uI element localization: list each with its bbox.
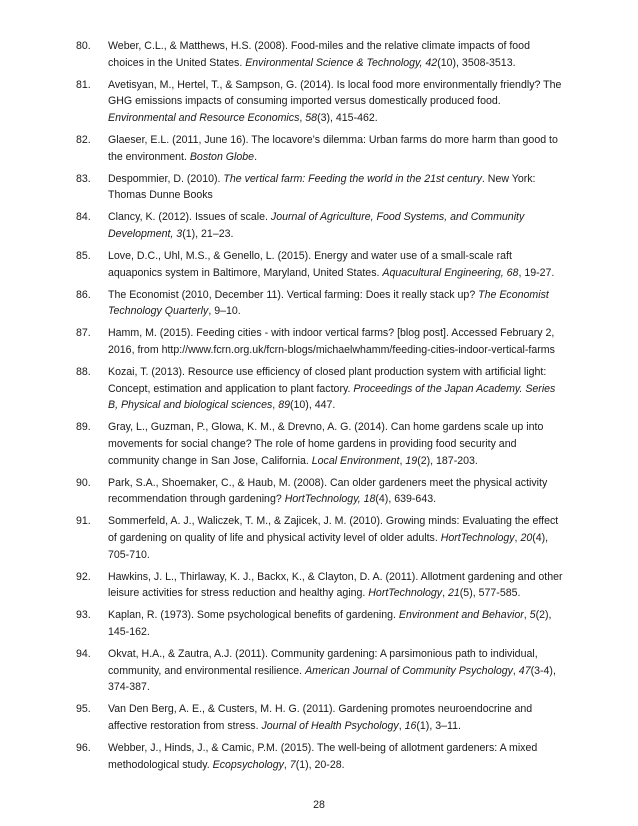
reference-text [108,569,563,602]
reference-item [76,287,563,320]
reference-segment: Sommerfeld, A. J., Waliczek, T. M., & Zajicek, J. M. (2010). Growing minds: Evaluating the effect of gardening on quality of life and physical activity level of older adults. [108,515,559,544]
reference-number: 83. [76,172,91,185]
reference-item [76,171,563,204]
reference-item [76,132,563,165]
reference-number: 80. [76,40,91,52]
reference-text [108,364,563,414]
reference-segment: Despommier, D. (2010). [108,172,224,185]
reference-item [76,475,563,508]
reference-segment: , [514,531,521,544]
reference-text [108,132,563,165]
reference-item [76,248,563,281]
reference-text [108,209,563,242]
reference-text [108,475,563,508]
reference-text [108,287,563,320]
reference-segment: Weber, C.L., & Matthews, H.S. (2008). Food-miles and the relative climate impacts of food choices in the United States. [108,40,530,69]
reference-segment: (4), 639-643. [375,493,437,506]
reference-italic-segment: Environment and Behavior [398,609,524,622]
reference-italic-segment: 89 [278,399,290,412]
reference-italic-segment: Aquacultural Engineering, 68 [382,266,519,279]
reference-italic-segment: Environmental Science & Technology, 42 [245,56,438,69]
reference-italic-segment: 5 [529,609,536,622]
reference-segment: (1), 20-28. [295,758,345,771]
reference-segment: , [442,587,448,600]
reference-segment: (2), 145-162. [108,609,552,638]
reference-segment: . New York: Thomas Dunne Books [108,172,536,202]
reference-segment: , [399,454,406,467]
reference-italic-segment: HortTechnology, 18 [284,493,376,506]
reference-text [108,607,563,640]
reference-segment: , [299,111,306,124]
reference-segment: Park, S.A., Shoemaker, C., & Haub, M. (2008). Can older gardeners meet the physical activity recommendation through gardening? [108,476,548,506]
reference-italic-segment: American Journal of Community Psychology [305,664,513,677]
reference-item [76,740,563,773]
reference-italic-segment: The vertical farm: Feeding the world in the 21st century [223,172,482,185]
reference-number: 88. [76,366,91,379]
reference-item [76,419,563,469]
reference-italic-segment: 7 [289,758,296,771]
reference-number: 96. [76,741,91,754]
reference-segment: , [283,758,290,771]
reference-segment: Avetisyan, M., Hertel, T., & Sampson, G. (2014). Is local food more environmentally friendly? The GHG emissions impacts of consuming imported versus domestically produced food. [108,78,562,108]
reference-number: 93. [76,609,91,622]
reference-number: 92. [76,570,91,583]
reference-segment: , [398,719,405,732]
reference-segment: Glaeser, E.L. (2011, June 16). The locavore’s dilemma: Urban farms do more harm than good to the environment. [108,133,558,163]
reference-segment: Gray, L., Guzman, P., Glowa, K. M., & Drevno, A. G. (2014). Can home gardens scale up into movements for social change? The role of home gardens in providing food security and community change in San Jose, California. [108,421,544,467]
reference-segment: , [523,609,530,622]
reference-italic-segment: Environmental and Resource Economics [108,111,300,124]
reference-item [76,325,563,358]
reference-segment: Hawkins, J. L., Thirlaway, K. J., Backx, K., & Clayton, D. A. (2011). Allotment gardening and other leisure activities for stress reduction and healthy aging. [108,570,563,600]
reference-number: 85. [76,250,91,263]
reference-text [108,38,563,71]
reference-segment: (10), 3508-3513. [437,56,516,69]
reference-italic-segment: Local Environment [311,454,400,467]
reference-item [76,569,563,602]
reference-text [108,77,563,127]
reference-segment: . [254,150,258,163]
reference-segment: Webber, J., Hinds, J., & Camic, P.M. (2015). The well-being of allotment gardeners: A mixed methodological study. [108,741,538,771]
reference-segment: Clancy, K. (2012). Issues of scale. [108,211,271,224]
reference-italic-segment: 16 [404,719,417,732]
reference-segment: , [272,399,279,412]
reference-italic-segment: 21 [447,587,460,600]
reference-segment: Hamm, M. (2015). Feeding cities - with indoor vertical farms? [blog post]. Accessed February 2, 2016, from http://www.fcrn.org.uk/fcrn-blogs/michaelwhamm/feeding-cities-indoor-vertical-farms [108,327,555,356]
reference-segment: Van Den Berg, A. E., & Custers, M. H. G. (2011). Gardening promotes neuroendocrine and affective restoration from stress. [108,703,533,732]
reference-segment: , 9–10. [208,305,241,318]
reference-segment: (3), 415-462. [317,111,378,124]
reference-segment: (3-4), 374-387. [108,664,556,694]
reference-segment: Okvat, H.A., & Zautra, A.J. (2011). Community gardening: A parsimonious path to individual, community, and environmental resilience. [108,648,538,677]
reference-segment: Love, D.C., Uhl, M.S., & Genello, L. (2015). Energy and water use of a small-scale raft aquaponics system in Baltimore, Maryland, United States. [108,250,512,279]
reference-item [76,364,563,414]
reference-number: 91. [76,515,91,528]
reference-number: 89. [76,421,91,434]
reference-item [76,38,563,71]
reference-item [76,607,563,640]
reference-segment: Kaplan, R. (1973). Some psychological benefits of gardening. [108,609,399,622]
reference-text [108,740,563,773]
reference-number: 94. [76,648,91,660]
page-number: 28 [313,799,325,811]
reference-number: 95. [76,703,91,716]
reference-italic-segment: 19 [405,454,418,467]
reference-italic-segment: Proceedings of the Japan Academy. Series B, Physical and biological sciences [108,382,556,412]
reference-text [108,513,563,563]
reference-italic-segment: Journal of Agriculture, Food Systems, and Community Development, 3 [108,211,525,240]
reference-italic-segment: 58 [305,111,318,124]
reference-segment: (1), 3–11. [416,719,461,732]
reference-segment: (1), 21–23. [182,227,234,240]
reference-italic-segment: 20 [520,531,533,544]
reference-segment: (2), 187-203. [417,454,478,467]
reference-segment: Kozai, T. (2013). Resource use efficiency of closed plant production system with artificial light: Concept, estimation and application to plant factory. [108,366,547,395]
reference-italic-segment: The Economist Technology Quarterly [108,288,549,318]
reference-list [76,38,563,779]
reference-italic-segment: Boston Globe [189,150,255,163]
reference-item [76,701,563,734]
reference-text [108,701,563,734]
reference-number: 81. [76,78,91,91]
reference-segment: , [512,664,519,677]
reference-text [108,646,563,696]
reference-italic-segment: Journal of Health Psychology [261,719,399,732]
reference-item [76,209,563,242]
reference-item [76,77,563,127]
reference-number: 84. [76,211,91,224]
reference-segment: The Economist (2010, December 11). Vertical farming: Does it really stack up? [108,288,479,301]
reference-text [108,248,563,281]
reference-segment: (5), 577-585. [459,587,521,600]
reference-item [76,646,563,696]
reference-segment: (4), 705-710. [108,531,549,561]
reference-italic-segment: Ecopsychology [212,758,284,771]
reference-item [76,513,563,563]
reference-number: 82. [76,133,91,146]
reference-text [108,171,563,204]
reference-italic-segment: HortTechnology [440,531,515,544]
reference-segment: (10), 447. [289,399,336,412]
reference-italic-segment: 47 [518,664,531,677]
reference-text [108,325,563,358]
reference-number: 86. [76,288,91,301]
reference-text [108,419,563,469]
reference-number: 87. [76,327,91,340]
reference-segment: , 19-27. [518,266,555,279]
reference-number: 90. [76,476,91,489]
reference-italic-segment: HortTechnology [368,587,443,600]
